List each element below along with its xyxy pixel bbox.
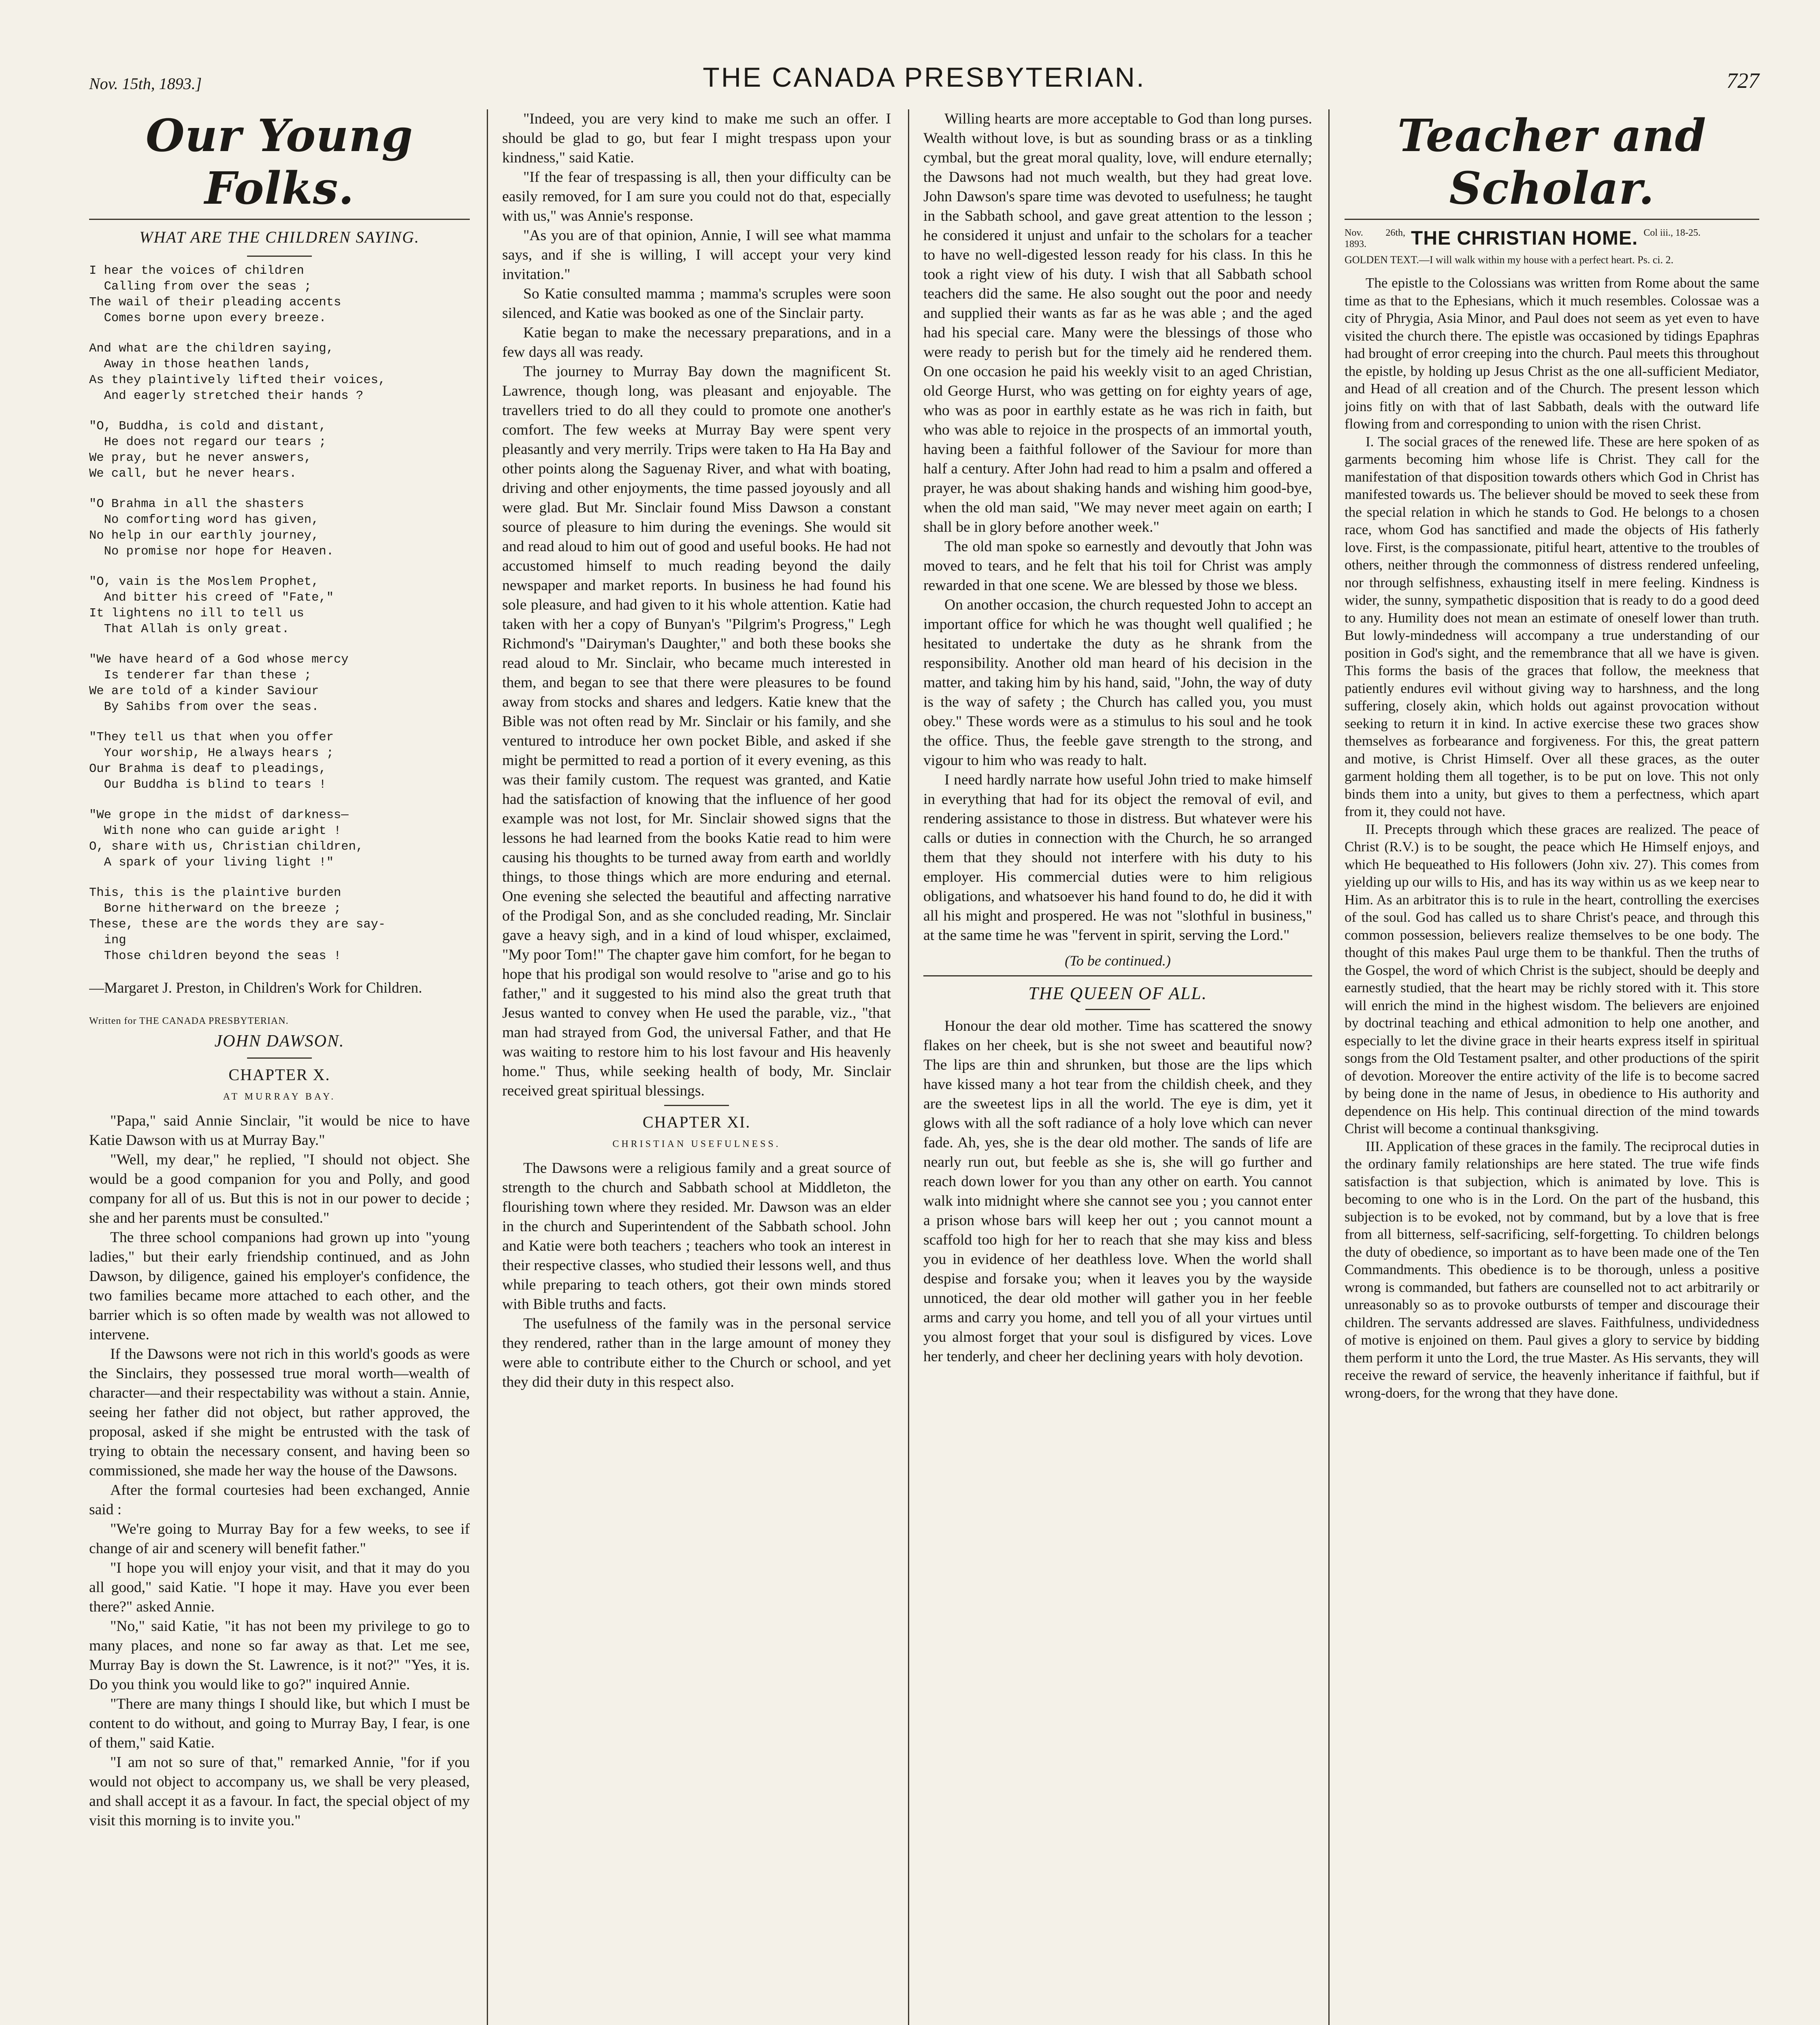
column-rule [487,109,488,2025]
poem-stanza: This, this is the plaintive burden Borne hitherward on the breeze ; These, these are the words they are say- ing Those children beyond the seas ! [89,886,386,963]
poem-stanza: "O, Buddha, is cold and distant, He does not regard our tears ; We pray, but he never answers, We call, but he never hears. [89,420,326,481]
poem-stanza: "O Brahma in all the shasters No comforting word has given, No help in our earthly journey, No promise nor hope for Heaven. [89,497,334,558]
chapter-subtitle: CHRISTIAN USEFULNESS. [612,1139,781,1149]
lesson-paragraph: III. Application of these graces in the family. The reciprocal duties in the ordinary family relationships are here stated. The true wife finds satisfaction is that subjection, which is animated by love. This is becoming to one who is in the Lord. On the part of the husband, this subjection is to be evoked, not by command, but by a love that is free from all bitterness, self-sacrificing, self-forgetting. To children belongs the duty of obedience, so important as to have been made one of the Ten Commandments. This obedience is to be thorough, unless a positive wrong is commanded, but fathers are counselled not to act arbitrarily or unreasonably so as to provoke outbursts of temper and discourage their children. The servants addressed are slaves. Faithfulness, undividedness of motive is enjoined on them. Paul gives a glory to service by bidding them perform it unto the Lord, the true Master. As His servants, they will receive the reward of service, the heavenly inheritance if faithful, but if wrong-doers, for the wrong that they have done. [1345,1138,1759,1401]
column-3 [923,109,1312,2025]
chapter-heading: CHAPTER X. [228,1066,330,1084]
section-heading-teacher-scholar: Teacher and Scholar. [1397,109,1707,214]
divider [247,256,312,257]
page-number: 727 [1726,68,1759,93]
story-paragraph: The old man spoke so earnestly and devoutly that John was moved to tears, and he felt that his toil for Christ was amply rewarded in that one scene. We are blessed by those we bless. [923,538,1312,594]
poem-stanza: "They tell us that when you offer Your worship, He always hears ; Our Brahma is deaf to pleadings, Our Buddha is blind to tears ! [89,731,334,792]
story-paragraph: I need hardly narrate how useful John tried to make himself in everything that had for its object the removal of evil, and rendering assistance to those in distress. But whatever were his calls or duties in connection with the Church, he so arranged them that they should not interfere with his duty to his employer. His commercial duties were to him religious obligations, and whatsoever his hand found to do, he did it with all his might and prospered. He was not "slothful in business," at the same time he was "fervent in spirit, serving the Lord." [923,772,1312,944]
column-2 [502,109,891,2025]
column-rule [908,109,909,2025]
divider [664,1105,729,1106]
lesson-paragraph: I. The social graces of the renewed life. These are here spoken of as garments becoming him whose life is Christ. They call for the manifestation of that disposition towards others which God in Christ has manifested towards us. The believer should be moved to seek these from the special relation in which he stands to God. He belongs to a chosen race, whom God has sanctified and made the objects of His fatherly love. First, is the compassionate, pitiful heart, attentive to the troubles of others, neither through the commonness of distress rendered unfeeling, nor through selfishness, exhausting itself in mere feeling. Kindness is wider, the sunny, sympathetic disposition that is ready to do a good deed to any. Humility does not mean an estimate of oneself lower than truth. But lowly-mindedness will accompany a true understanding of our position in God's sight, and the remembrance that all we have is given. This forms the basis of the graces that follow, the meekness that patiently endures evil without giving way to harshness, and the long suffering, closely akin, which holds out against provocation without seeking to return it in kind. In active exercise these two graces show themselves as forbearance and forgiveness. For this, the great pattern and motive, is Christ Himself. Over all these graces, as the outer garment holding them all together, is to be put on love. This not only binds them into a unity, but gives to them a perfectness, which apart from it, they could not have. [1345,433,1759,819]
section-heading-young-folks: Our Young Folks. [145,109,413,214]
divider [1085,1009,1150,1010]
story-paragraph: "We're going to Murray Bay for a few weeks, to see if change of air and scenery will benefit father." [89,1521,470,1557]
story-paragraph: "As you are of that opinion, Annie, I will see what mamma says, and if she is willing, I will accept your very kind invitation." [502,227,891,283]
story-paragraph: Willing hearts are more acceptable to God than long purses. Wealth without love, is but as sounding brass or as a tinkling cymbal, but the great moral quality, love, will endure eternally; the Dawsons had not much wealth, but they had great love. John Dawson's spare time was devoted to usefulness; he taught in the Sabbath school, and gave great attention to the lesson ; he considered it unjust and unfair to the scholars for a teacher to have no well-digested lesson ready for his class. In this he took a right view of his duty. I wish that all Sabbath school teachers did the same. He also sought out the poor and needy and supplied their wants as far as he was able ; and the aged had his special care. Many were the blessings of those who were ready to perish but for the timely aid he rendered them. On one occasion he paid his weekly visit to an aged Christian, old George Hurst, who was getting on for eighty years of age, who was as poor in earthly estate as he was rich in faith, but who was able to rejoice in the prospects of an immortal youth, having been a faithful follower of the Saviour for more than half a century. After John had read to him a psalm and offered a prayer, he was about shaking hands and wishing him good-bye, when the old man said, "We may never meet again on earth; I shall be in glory before another week." [923,111,1312,535]
poem-stanza: "O, vain is the Moslem Prophet, And bitter his creed of "Fate," It lightens no ill to tell us That Allah is only great. [89,575,334,636]
story-paragraph: Katie began to make the necessary preparations, and in a few days all was ready. [502,324,891,360]
columns [89,109,1759,2025]
article-paragraph: Honour the dear old mother. Time has scattered the snowy flakes on her cheek, but is she not sweet and beautiful now? The lips are thin and shrunken, but those are the lips which have kissed many a hot tear from the childish cheek, and they are the sweetest lips in all the world. The eye is dim, yet it glows with all the soft radiance of a holy love which can never fade. Ah, yes, she is the dear old mother. The sands of life are nearly run out, but feeble as she is, she will go further and reach down lower for you than any other on earth. You cannot walk into midnight where she cannot see you ; you cannot enter a prison whose bars will keep her out ; you cannot mount a scaffold too high for her to reach that she may kiss and bless you in evidence of her deathless love. When the world shall despise and forsake you; when it leaves you by the wayside unnoticed, the dear old mother will gather you in her feeble arms and carry you home, and tell you of all your virtues until you almost forget that your soul is disfigured by vices. Love her tenderly, and cheer her declining years with holy devotion. [923,1018,1312,1365]
story-paragraph: On another occasion, the church requested John to accept an important office for which he was thought well qualified ; he hesitated to undertake the duty as he shrank from the responsibility. Another old man heard of his decision in the matter, and taking him by his hand, said, "John, the way of duty is the way of safety ; the Church has called you, you must obey." These words were as a stimulus to his soul and he took the office. Thus, the feeble gave strength to the strong, and vigour to him who was ready to halt. [923,597,1312,769]
poem-stanza: I hear the voices of children Calling from over the seas ; The wail of their pleading accents Comes borne upon every breeze. [89,264,341,325]
lesson-reference: Col iii., 18-25. [1643,228,1701,238]
lesson-paragraph: The epistle to the Colossians was written from Rome about the same time as that to the Ephesians, which it much resembles. Colossae was a city of Phrygia, Asia Minor, and Paul does not seem as yet even to have visited the church there. The epistle was occasioned by tidings Epaphras had brought of error creeping into the church. Paul meets this throughout the epistle, by holding up Jesus Christ as the one all-sufficient Mediator, and Head of all creation and of the Church. The present lesson which joins fitly on with that of last Sabbath, deals with the outward life flowing from and corresponding to union with the risen Christ. [1345,275,1759,432]
story-paragraph: The usefulness of the family was in the personal service they rendered, rather than in the large amount of money they were able to contribute either to the Church or school, and yet they did their duty in this respect also. [502,1315,891,1390]
article-title: THE QUEEN OF ALL. [1028,983,1207,1003]
divider [923,975,1312,976]
story-paragraph: "Indeed, you are very kind to make me such an offer. I should be glad to go, but fear I might trespass upon your kindness," said Katie. [502,111,891,166]
lesson-paragraph: II. Precepts through which these graces are realized. The peace of Christ (R.V.) is to be sought, the peace which He Himself enjoys, and which He bequeathed to His followers (John xiv. 27). This comes from yielding up our wills to His, and has its way within us as we keep near to Him. As an arbitrator this is to rule in the heart, controlling the exercises of the soul. God has called us to share Christ's peace, and through this common possession, believers realize themselves to be one body. The thought of this makes Paul urge them to be thankful. Then the truths of the Gospel, the word of which Christ is the subject, should be deeply and earnestly studied, that the heart may be richly stored with it. This store will enrich the mind in the highest wisdom. The believers are enjoined by doctrinal teaching and ethical admonition to help one another, and especially to let the divine grace in their hearts express itself in spiritual songs from the Old Testament psalter, and other productions of the spirit of devotion. Moreover the entire activity of the life is to become sacred by being done in the name of Jesus, in obedience to His authority and dependence on His help. This continual direction of the mind towards Christ will become a continual thanksgiving. [1345,821,1759,1136]
story-paragraph: The three school companions had grown up into "young ladies," but their early friendship continued, and as John Dawson, by diligence, gained his employer's confidence, the two families became more attached to each other, and the barrier which is so often made by wealth was not allowed to intervene. [89,1229,470,1343]
lesson-title: THE CHRISTIAN HOME. [1411,228,1638,249]
story-paragraph: The journey to Murray Bay down the magnificent St. Lawrence, though long, was pleasant and enjoyable. The travellers tried to do all they could to promote one another's comfort. The few weeks at Murray Bay were spent very pleasantly and very merrily. Trips were taken to Ha Ha Bay and other points along the Saguenay River, and what with boating, driving and other enjoyments, the time passed joyously and all were glad. But Mr. Sinclair found Miss Dawson a constant source of pleasure to him during the evenings. She would sit and read aloud to him out of good and useful books. He had not accustomed himself to much reading beyond the daily newspaper and market reports. In business he had found his sole pleasure, and had given to it his whole attention. Katie had taken with her a copy of Bunyan's "Pilgrim's Progress," Legh Richmond's "Dairyman's Daughter," and both these books she read aloud to Mr. Sinclair, who became much interested in them, and began to see that there were pleasures to be found away from stocks and shares and ledgers. Katie knew that the Bible was not often read by Mr. Sinclair or his family, and she ventured to introduce her own pocket Bible, and asked if she might be permitted to read a portion of it every evening, as this was their family custom. The request was granted, and Katie had the satisfaction of knowing that the influence of her good example was not lost, for Mr. Sinclair showed signs that the lessons he had learned from the books Katie read to him were causing his thoughts to be turned away from earth and worldly things, to those things which are more enduring and eternal. One evening she selected the beautiful and affecting narrative of the Prodigal Son, and as she concluded reading, Mr. Sinclair gave a heavy sigh, and in a kind of loud whisper, exclaimed, "My poor Tom!" The chapter gave him comfort, for he began to hope that his prodigal son would resolve to "arise and go to his father," and it suggested to his mind also the great truth that Jesus wanted to convey when He used the parable, viz., "that man had strayed from God, the universal Father, and that He was waiting to restore him to his lost favour and His heavenly home." Thus, while seeking health of body, Mr. Sinclair received great spiritual blessings. [502,363,891,1099]
written-for-note: Written for THE CANADA PRESBYTERIAN. [89,1016,289,1026]
column-rule [1328,109,1330,2025]
story-paragraph: After the formal courtesies had been exchanged, Annie said : [89,1482,470,1518]
story-paragraph: "I hope you will enjoy your visit, and that it may do you all good," said Katie. "I hope it may. Have you ever been there?" asked Annie. [89,1560,470,1615]
column-1 [89,109,470,2025]
story-paragraph: If the Dawsons were not rich in this world's goods as were the Sinclairs, they possessed true moral worth—wealth of character—and their respectability was without a stain. Annie, seeing her father did not object, but rather approved, the proposal, asked if she might be entrusted with the task of trying to obtain the necessary consent, and having been so commissioned, she made her way the house of the Dawsons. [89,1346,470,1479]
story-paragraph: "Well, my dear," he replied, "I should not object. She would be a good companion for you and Polly, and good company for all of us. But this is not in our power to decide ; she and her parents must be consulted." [89,1151,470,1226]
story-paragraph: "I am not so sure of that," remarked Annie, "for if you would not object to accompany us, we shall be very pleased, and shall accept it as a favour. In fact, the special object of my visit this morning is to invite you." [89,1754,470,1829]
divider [89,219,470,220]
story-paragraph: "Papa," said Annie Sinclair, "it would be nice to have Katie Dawson with us at Murray Bay." [89,1113,470,1149]
poem-stanza: "We have heard of a God whose mercy Is tenderer far than these ; We are told of a kinder Saviour By Sahibs from over the seas. [89,653,349,714]
poem-attribution: —Margaret J. Preston, in Children's Work for Children. [89,980,422,996]
divider [1345,219,1759,220]
newspaper-title: THE CANADA PRESBYTERIAN. [703,62,1146,93]
story-paragraph: "If the fear of trespassing is all, then your difficulty can be easily removed, for I am sure you could not do that, especially with us," was Annie's response. [502,169,891,224]
chapter-heading: CHAPTER XI. [642,1113,751,1131]
lesson-header [1345,227,1759,250]
masthead [89,40,1759,93]
poem-title: WHAT ARE THE CHILDREN SAYING. [139,228,420,246]
story-paragraph: The Dawsons were a religious family and a great source of strength to the church and Sabbath school at Middleton, the flourishing town where they resided. Mr. Dawson was an elder in the church and Superintendent of the Sabbath school. John and Katie were both teachers ; teachers who took an interest in their respective classes, who studied their lessons well, and thus while preparing to teach others, got their own minds stored with Bible truths and facts. [502,1160,891,1313]
issue-date: Nov. 15th, 1893.] [89,75,202,93]
poem [89,263,470,964]
to-be-continued: (To be continued.) [1065,953,1171,969]
poem-stanza: And what are the children saying, Away in those heathen lands, As they plaintively lifted their voices, And eagerly stretched their hands ? [89,342,386,403]
column-4 [1345,109,1759,2025]
chapter-subtitle: AT MURRAY BAY. [223,1091,336,1102]
story-title: JOHN DAWSON. [214,1032,345,1051]
story-paragraph: So Katie consulted mamma ; mamma's scruples were soon silenced, and Katie was booked as one of the Sinclair party. [502,286,891,322]
story-paragraph: "No," said Katie, "it has not been my privilege to go to many places, and none so far away as that. Let me see, Murray Bay is down the St. Lawrence, is it not?" "Yes, it is. Do you think you would like to go?" inquired Annie. [89,1618,470,1693]
golden-text: GOLDEN TEXT.—I will walk within my house with a perfect heart. Ps. ci. 2. [1345,254,1674,266]
divider [247,1057,312,1059]
lesson-date: Nov. 26th, 1893. [1345,228,1405,249]
story-paragraph: "There are many things I should like, but which I must be content to do without, and going to Murray Bay, I fear, is one of them," said Katie. [89,1696,470,1751]
poem-stanza: "We grope in the midst of darkness— With none who can guide aright ! O, share with us, Christian children, A spark of your living light !" [89,808,364,870]
